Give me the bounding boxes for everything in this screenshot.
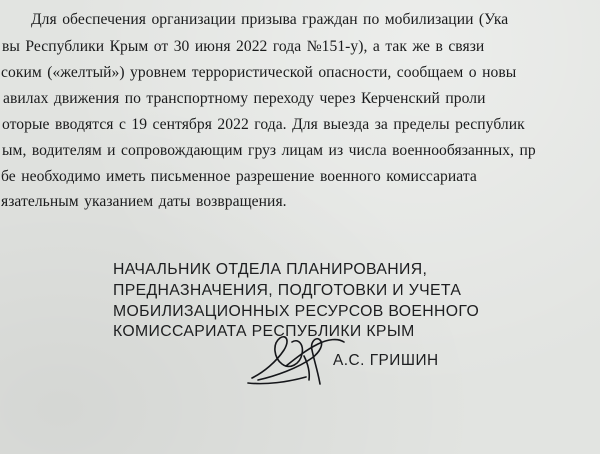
body-line: бе необходимо иметь письменное разрешение военного комиссариата (1, 168, 477, 185)
body-line: язательным указанием даты возвращения. (1, 193, 287, 210)
signer-title-line: НАЧАЛЬНИК ОТДЕЛА ПЛАНИРОВАНИЯ, (113, 261, 428, 278)
body-line: соким («желтый») уровнем террористической опасности, сообщаем о новы (1, 64, 517, 81)
signer-title-line: КОМИССАРИАТА РЕСПУБЛИКИ КРЫМ (113, 323, 415, 340)
body-line: оторые вводятся с 19 сентября 2022 года. Для выезда за пределы республик (2, 116, 525, 133)
signer-title-line: МОБИЛИЗАЦИОННЫХ РЕСУРСОВ ВОЕННОГО (113, 303, 480, 320)
signer-name: А.С. ГРИШИН (333, 352, 439, 369)
body-line: авилах движения по транспортному переходу через Керченский проли (3, 90, 486, 107)
signer-title-line: ПРЕДНАЗНАЧЕНИЯ, ПОДГОТОВКИ И УЧЕТА (113, 282, 462, 299)
body-line: вы Республики Крым от 30 июня 2022 года №151-у), а так же в связи (2, 38, 485, 55)
body-line: ым, водителям и сопровождающим груз лицам из числа военнообязанных, пр (2, 142, 536, 159)
body-line: Для обеспечения организации призыва граждан по мобилизации (Ука (31, 11, 509, 28)
